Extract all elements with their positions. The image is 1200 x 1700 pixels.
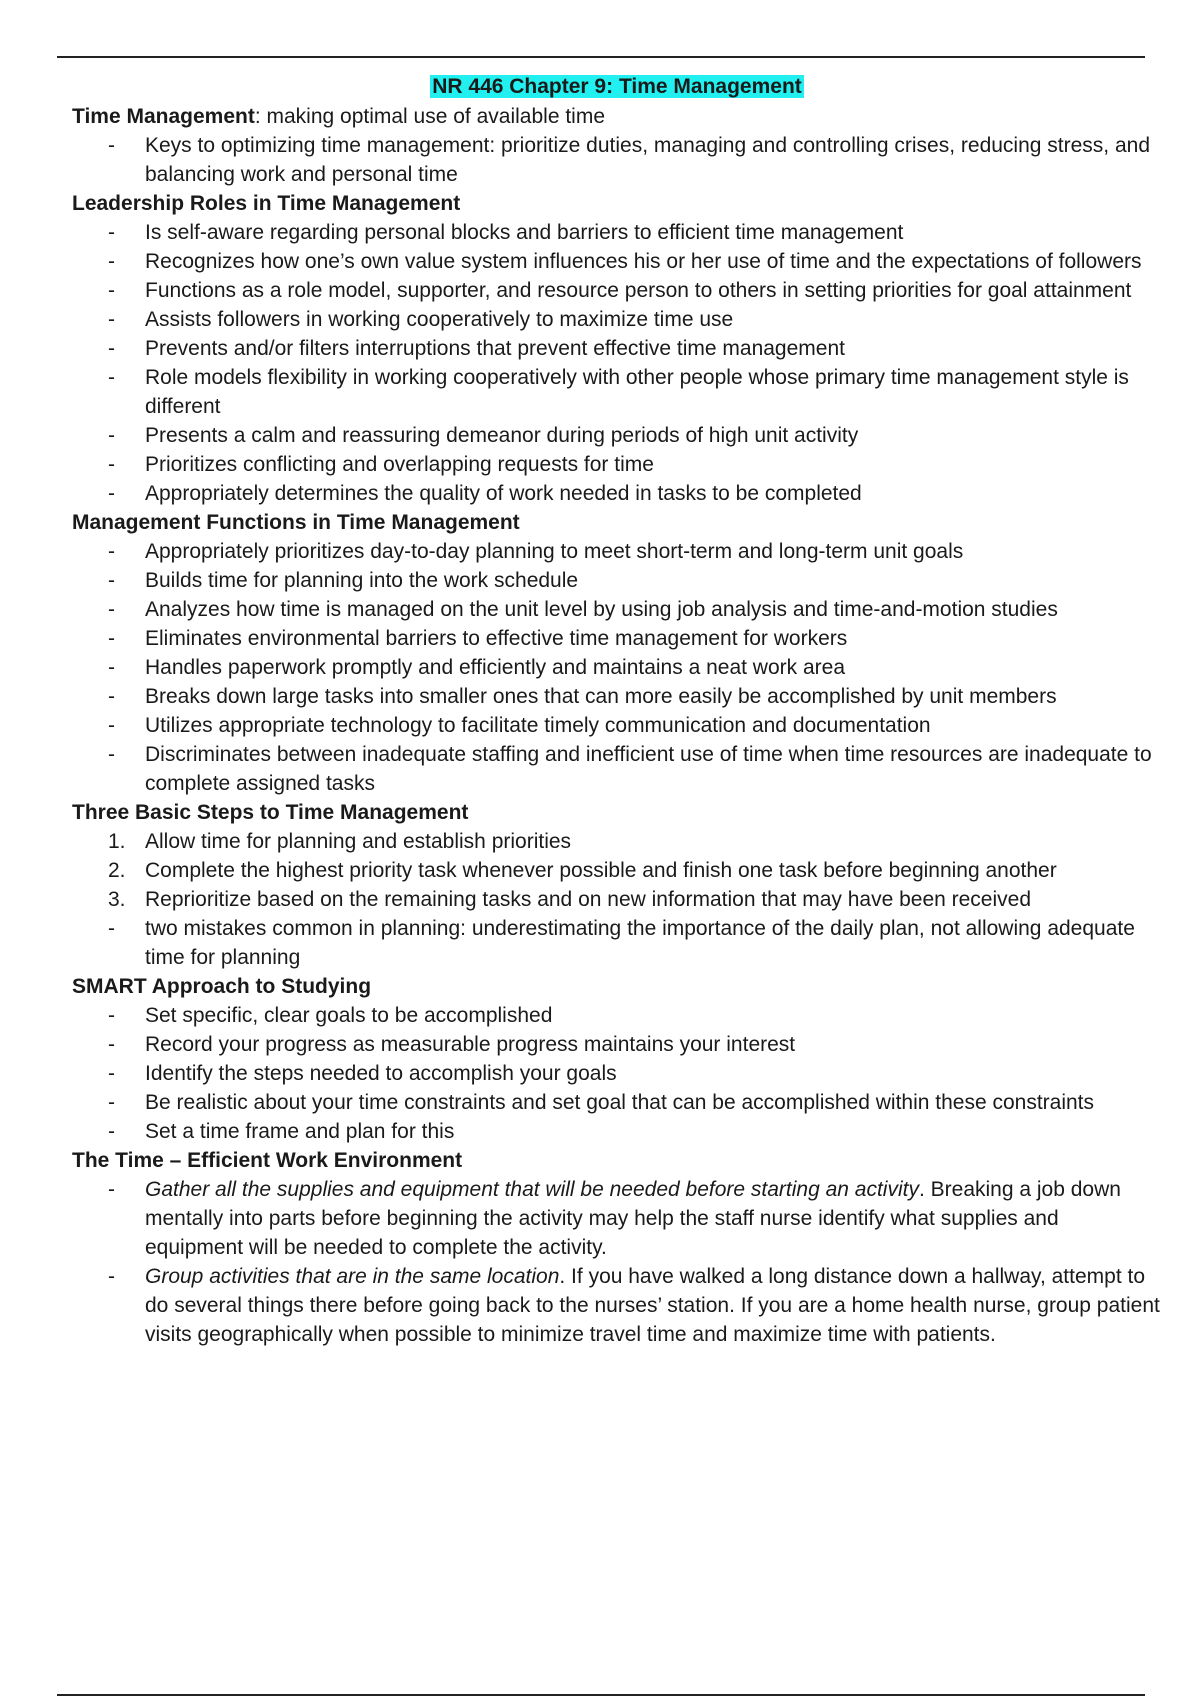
list-item-text: Utilizes appropriate technology to facilitate timely communication and documentation [145, 714, 931, 737]
list-item-text: Recognizes how one’s own value system influences his or her use of time and the expectations of followers [145, 250, 1142, 273]
list-item-text: Set a time frame and plan for this [145, 1120, 455, 1143]
intro-list [72, 131, 1162, 189]
list-marker: - [108, 221, 115, 244]
section-heading-smart: SMART Approach to Studying [72, 975, 372, 998]
list-marker: - [108, 1265, 115, 1288]
intro-definition [72, 102, 1162, 131]
list-item [72, 247, 1162, 276]
list-item-text: Reprioritize based on the remaining tasks and on new information that may have been received [145, 888, 1032, 911]
list-item-text: Identify the steps needed to accomplish your goals [145, 1062, 617, 1085]
list-item-text: Appropriately prioritizes day-to-day planning to meet short-term and long-term unit goals [145, 540, 964, 563]
list-item-text: Builds time for planning into the work schedule [145, 569, 579, 592]
list-marker: - [108, 134, 115, 157]
list-item [72, 363, 1162, 421]
list-item [72, 595, 1162, 624]
list-item-text: Presents a calm and reassuring demeanor during periods of high unit activity [145, 424, 859, 447]
list-item [72, 914, 1162, 972]
list-item [72, 450, 1162, 479]
document-title [72, 72, 1162, 102]
list-item-text: Complete the highest priority task whenever possible and finish one task before beginning another [145, 859, 1057, 882]
list-marker: - [108, 366, 115, 389]
list-marker: - [108, 1062, 115, 1085]
list-item-text: Handles paperwork promptly and efficiently and maintains a neat work area [145, 656, 845, 679]
list-marker: - [108, 1091, 115, 1114]
leadership-list [72, 218, 1162, 508]
list-marker: - [108, 453, 115, 476]
list-marker: - [108, 743, 115, 766]
list-marker: - [108, 627, 115, 650]
list-item-text: Be realistic about your time constraints and set goal that can be accomplished within these constraints [145, 1091, 1095, 1114]
list-item-text: Allow time for planning and establish priorities [145, 830, 572, 853]
section-heading-leadership: Leadership Roles in Time Management [72, 192, 461, 215]
list-item [72, 305, 1162, 334]
list-item-lead: Group activities that are in the same location [145, 1265, 560, 1288]
list-marker: - [108, 482, 115, 505]
list-item-text: Prevents and/or filters interruptions that prevent effective time management [145, 337, 845, 360]
list-item [72, 1001, 1162, 1030]
list-marker: - [108, 1178, 115, 1201]
list-item [72, 131, 1162, 189]
steps-list [72, 827, 1162, 972]
list-marker: - [108, 540, 115, 563]
smart-list [72, 1001, 1162, 1146]
list-item-text: Appropriately determines the quality of work needed in tasks to be completed [145, 482, 862, 505]
list-marker: 1. [108, 830, 126, 853]
header-rule [57, 56, 1145, 58]
list-item [72, 479, 1162, 508]
list-item [72, 421, 1162, 450]
list-item [72, 711, 1162, 740]
list-item-text: Prioritizes conflicting and overlapping requests for time [145, 453, 654, 476]
list-item-text: Discriminates between inadequate staffing and inefficient use of time when time resources are inadequate to complete assigned tasks [145, 743, 1152, 795]
list-item [72, 1175, 1162, 1262]
list-marker: - [108, 917, 115, 940]
footer-rule [57, 1694, 1145, 1696]
list-item-text: two mistakes common in planning: underestimating the importance of the daily plan, not allowing adequate time for planning [145, 917, 1135, 969]
list-item [72, 624, 1162, 653]
list-item [72, 334, 1162, 363]
list-item [72, 885, 1162, 914]
list-marker: - [108, 598, 115, 621]
list-item [72, 1117, 1162, 1146]
list-item [72, 276, 1162, 305]
list-item-text: . Breaking a job down mentally into parts before beginning the activity may help the staff nurse identify what supplies and equipment will be needed to complete the activity. [145, 1178, 1121, 1259]
list-item-text: Eliminates environmental barriers to effective time management for workers [145, 627, 848, 650]
list-item-lead: Gather all the supplies and equipment that will be needed before starting an activity [145, 1178, 919, 1201]
list-marker: - [108, 685, 115, 708]
section-heading-steps: Three Basic Steps to Time Management [72, 801, 469, 824]
list-marker: - [108, 1120, 115, 1143]
section-heading-environment: The Time – Efficient Work Environment [72, 1149, 463, 1172]
intro-term: Time Management [72, 105, 255, 128]
list-marker: - [108, 1033, 115, 1056]
list-marker: - [108, 279, 115, 302]
list-item [72, 827, 1162, 856]
environment-list [72, 1175, 1162, 1349]
intro-definition-text: : making optimal use of available time [254, 105, 605, 128]
list-item-text: Set specific, clear goals to be accomplished [145, 1004, 553, 1027]
list-marker: - [108, 337, 115, 360]
list-item-text: Breaks down large tasks into smaller ones that can more easily be accomplished by unit members [145, 685, 1057, 708]
list-item-text: . If you have walked a long distance down a hallway, attempt to do several things there before going back to the nurses’ station. If you are a home health nurse, group patient visits geographically when possible to minimize travel time and maximize time with patients. [145, 1265, 1160, 1346]
list-marker: 2. [108, 859, 126, 882]
list-item [72, 537, 1162, 566]
list-item [72, 653, 1162, 682]
list-item [72, 1059, 1162, 1088]
list-item [72, 682, 1162, 711]
document-page [72, 72, 1162, 1349]
list-item [72, 1030, 1162, 1059]
list-marker: - [108, 714, 115, 737]
list-marker: - [108, 1004, 115, 1027]
list-marker: - [108, 250, 115, 273]
list-item [72, 740, 1162, 798]
list-marker: - [108, 569, 115, 592]
list-item [72, 566, 1162, 595]
list-item [72, 856, 1162, 885]
list-item-text: Keys to optimizing time management: prioritize duties, managing and controlling crises, reducing stress, and balancing work and personal time [145, 134, 1150, 186]
list-item-text: Assists followers in working cooperatively to maximize time use [145, 308, 734, 331]
list-item-text: Functions as a role model, supporter, and resource person to others in setting priorities for goal attainment [145, 279, 1132, 302]
section-heading-management: Management Functions in Time Management [72, 511, 520, 534]
list-marker: - [108, 656, 115, 679]
management-list [72, 537, 1162, 798]
list-item-text: Analyzes how time is managed on the unit level by using job analysis and time-and-motion studies [145, 598, 1058, 621]
list-item [72, 218, 1162, 247]
highlighted-title: NR 446 Chapter 9: Time Management [432, 75, 802, 98]
list-marker: 3. [108, 888, 126, 911]
list-marker: - [108, 424, 115, 447]
list-item-text: Role models flexibility in working cooperatively with other people whose primary time management style is different [145, 366, 1129, 418]
list-item [72, 1262, 1162, 1349]
list-item-text: Is self-aware regarding personal blocks and barriers to efficient time management [145, 221, 904, 244]
list-item-text: Record your progress as measurable progress maintains your interest [145, 1033, 796, 1056]
list-item [72, 1088, 1162, 1117]
list-marker: - [108, 308, 115, 331]
